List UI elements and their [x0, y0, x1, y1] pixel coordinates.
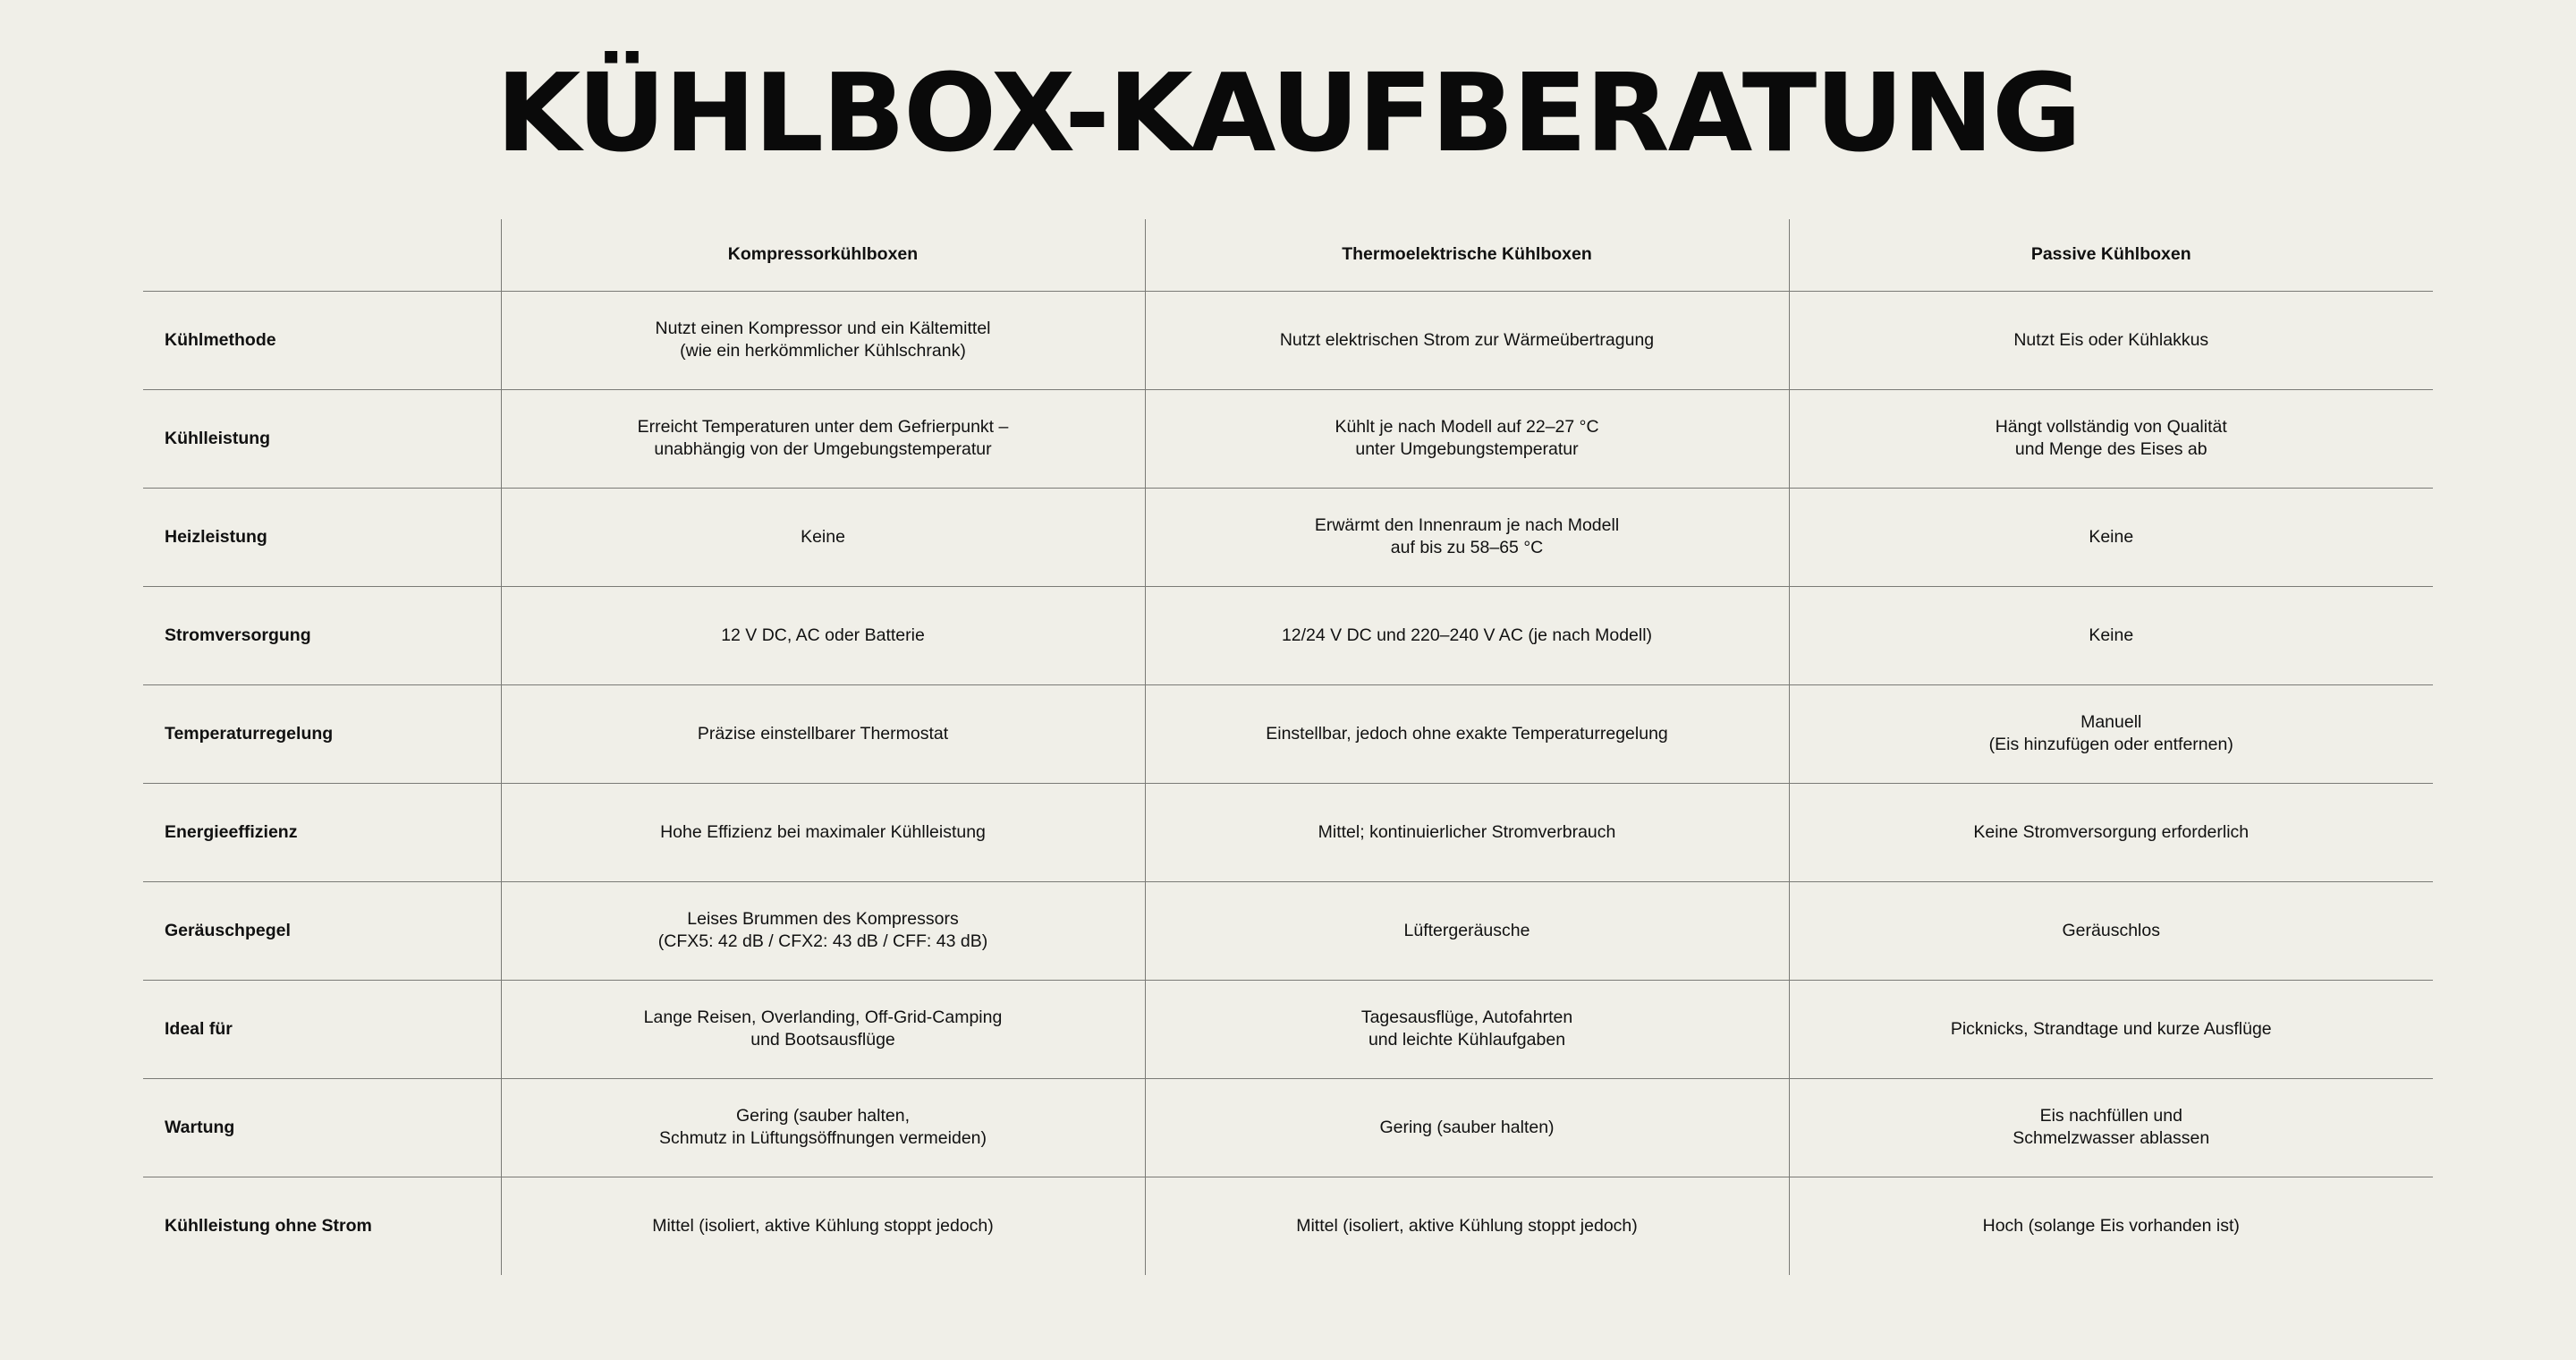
- table-row: [143, 488, 2433, 586]
- table-cell-kompressor: [501, 881, 1145, 980]
- cell-text-line: unter Umgebungstemperatur: [1355, 439, 1579, 459]
- cell-text-line: Mittel; kontinuierlicher Stromverbrauch: [1318, 821, 1616, 842]
- row-label: Wartung: [143, 1078, 501, 1177]
- cell-text-line: Nutzt Eis oder Kühlakkus: [2013, 329, 2209, 350]
- cell-text-line: auf bis zu 58–65 °C: [1390, 538, 1544, 557]
- table-cell-passiv: [1789, 291, 2433, 389]
- cell-text-line: Lange Reisen, Overlanding, Off-Grid-Camping: [643, 1007, 1003, 1027]
- table-cell-passiv: [1789, 389, 2433, 488]
- column-header-thermoelektrisch: Thermoelektrische Kühlboxen: [1145, 219, 1789, 291]
- table-cell-kompressor: [501, 684, 1145, 783]
- row-label: Geräuschpegel: [143, 881, 501, 980]
- cell-text-line: Leises Brummen des Kompressors: [687, 909, 959, 929]
- cell-text-line: Schmelzwasser ablassen: [2012, 1128, 2210, 1148]
- row-label: Stromversorgung: [143, 586, 501, 684]
- row-label: Kühlleistung ohne Strom: [143, 1177, 501, 1275]
- table-row: [143, 1177, 2433, 1275]
- cell-text-line: Lüftergeräusche: [1403, 920, 1530, 940]
- cell-text-line: Geräuschlos: [2062, 920, 2160, 940]
- cell-text-line: Hohe Effizienz bei maximaler Kühlleistung: [660, 821, 986, 842]
- table-cell-passiv: [1789, 783, 2433, 881]
- table-cell-passiv: [1789, 1078, 2433, 1177]
- table-row: [143, 881, 2433, 980]
- row-label: Heizleistung: [143, 488, 501, 586]
- table-row: [143, 980, 2433, 1078]
- cell-text-line: (Eis hinzufügen oder entfernen): [1988, 735, 2233, 754]
- column-header-passiv: Passive Kühlboxen: [1789, 219, 2433, 291]
- table-cell-kompressor: [501, 1078, 1145, 1177]
- table-cell-thermoelektrisch: [1145, 1078, 1789, 1177]
- row-label: Kühlleistung: [143, 389, 501, 488]
- row-label: Ideal für: [143, 980, 501, 1078]
- table-body: [143, 291, 2433, 1275]
- table-cell-passiv: [1789, 980, 2433, 1078]
- cell-text-line: 12 V DC, AC oder Batterie: [721, 625, 925, 645]
- cell-text-line: Erwärmt den Innenraum je nach Modell: [1314, 515, 1620, 535]
- page-title: KÜHLBOX-KAUFBERATUNG: [496, 52, 2080, 176]
- cell-text-line: und leichte Kühlaufgaben: [1368, 1030, 1566, 1050]
- comparison-table: [143, 219, 2433, 1275]
- cell-text-line: Tagesausflüge, Autofahrten: [1360, 1007, 1573, 1027]
- cell-text-line: Eis nachfüllen und: [2039, 1106, 2182, 1126]
- table-cell-thermoelektrisch: [1145, 980, 1789, 1078]
- cell-text-line: Einstellbar, jedoch ohne exakte Temperaturregelung: [1266, 723, 1668, 744]
- cell-text-line: und Bootsausflüge: [750, 1030, 895, 1050]
- table-cell-kompressor: [501, 586, 1145, 684]
- cell-text-line: Gering (sauber halten): [1379, 1117, 1555, 1137]
- table-cell-passiv: [1789, 1177, 2433, 1275]
- table-header: [143, 219, 2433, 291]
- table-cell-kompressor: [501, 783, 1145, 881]
- table-cell-passiv: [1789, 586, 2433, 684]
- cell-text-line: Präzise einstellbarer Thermostat: [697, 723, 949, 744]
- cell-text-line: Keine Stromversorgung erforderlich: [1973, 821, 2250, 842]
- table-cell-kompressor: [501, 980, 1145, 1078]
- column-header-kompressor: Kompressorkühlboxen: [501, 219, 1145, 291]
- cell-text-line: Keine: [801, 526, 845, 547]
- cell-text-line: Keine: [2089, 625, 2134, 645]
- cell-text-line: Keine: [2089, 526, 2134, 547]
- cell-text-line: Mittel (isoliert, aktive Kühlung stoppt jedoch): [652, 1215, 994, 1236]
- cell-text-line: 12/24 V DC und 220–240 V AC (je nach Modell): [1281, 625, 1653, 645]
- table-cell-passiv: [1789, 488, 2433, 586]
- cell-text-line: Nutzt elektrischen Strom zur Wärmeübertragung: [1279, 329, 1655, 350]
- table-row: [143, 1078, 2433, 1177]
- table-cell-thermoelektrisch: [1145, 291, 1789, 389]
- table-row: [143, 389, 2433, 488]
- row-label: Kühlmethode: [143, 291, 501, 389]
- cell-text-line: Mittel (isoliert, aktive Kühlung stoppt jedoch): [1296, 1215, 1638, 1236]
- table-row: [143, 684, 2433, 783]
- cell-text-line: Schmutz in Lüftungsöffnungen vermeiden): [658, 1128, 987, 1148]
- table-row: [143, 586, 2433, 684]
- header-corner: [143, 219, 501, 291]
- cell-text-line: Erreicht Temperaturen unter dem Gefrierpunkt –: [637, 417, 1009, 437]
- table-cell-thermoelektrisch: [1145, 881, 1789, 980]
- cell-text-line: (wie ein herkömmlicher Kühlschrank): [680, 341, 966, 361]
- table-cell-kompressor: [501, 291, 1145, 389]
- table-cell-thermoelektrisch: [1145, 1177, 1789, 1275]
- cell-text-line: Gering (sauber halten,: [735, 1106, 911, 1126]
- table-cell-kompressor: [501, 488, 1145, 586]
- table-row: [143, 291, 2433, 389]
- cell-text-line: Kühlt je nach Modell auf 22–27 °C: [1335, 417, 1599, 437]
- table-cell-thermoelektrisch: [1145, 684, 1789, 783]
- table-cell-passiv: [1789, 684, 2433, 783]
- header-row: [143, 219, 2433, 291]
- cell-text-line: unabhängig von der Umgebungstemperatur: [654, 439, 992, 459]
- row-label: Energieeffizienz: [143, 783, 501, 881]
- cell-text-line: Hoch (solange Eis vorhanden ist): [1982, 1215, 2240, 1236]
- cell-text-line: Picknicks, Strandtage und kurze Ausflüge: [1950, 1018, 2272, 1039]
- table-cell-kompressor: [501, 1177, 1145, 1275]
- cell-text-line: und Menge des Eises ab: [2014, 439, 2207, 459]
- table-cell-thermoelektrisch: [1145, 586, 1789, 684]
- row-label: Temperaturregelung: [143, 684, 501, 783]
- table-row: [143, 783, 2433, 881]
- cell-text-line: Manuell: [2080, 712, 2142, 732]
- table-cell-passiv: [1789, 881, 2433, 980]
- table-cell-thermoelektrisch: [1145, 783, 1789, 881]
- table-cell-kompressor: [501, 389, 1145, 488]
- table-cell-thermoelektrisch: [1145, 488, 1789, 586]
- cell-text-line: Nutzt einen Kompressor und ein Kältemittel: [655, 319, 991, 338]
- table-cell-thermoelektrisch: [1145, 389, 1789, 488]
- cell-text-line: Hängt vollständig von Qualität: [1995, 417, 2227, 437]
- cell-text-line: (CFX5: 42 dB / CFX2: 43 dB / CFF: 43 dB): [657, 931, 988, 951]
